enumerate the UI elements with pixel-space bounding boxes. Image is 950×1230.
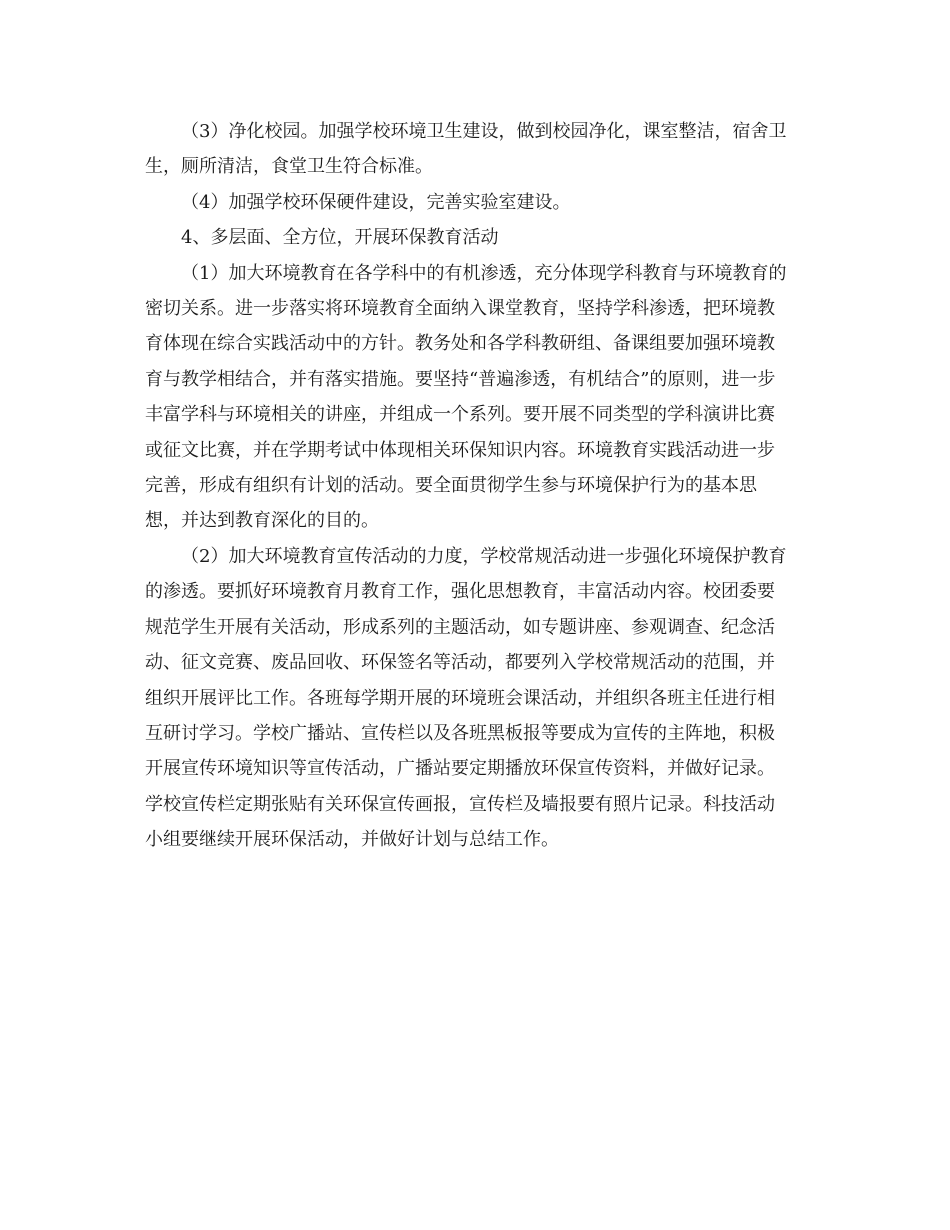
text-line: （3）净化校园。加强学校环境卫生建设，做到校园净化，课室整洁，宿舍卫: [181, 121, 787, 142]
text-line: （4）加强学校环保硬件建设，完善实验室建设。: [181, 191, 571, 213]
text-line: （1）加大环境教育在各学科中的有机渗透，充分体现学科教育与环境教育的: [181, 262, 787, 284]
document-body: [145, 114, 811, 858]
text-line: 密切关系。进一步落实将环境教育全面纳入课堂教育，坚持学科渗透，把环境教: [145, 298, 775, 320]
text-line: 组织开展评比工作。各班每学期开展的环境班会课活动，并组织各班主任进行相: [145, 687, 775, 709]
text-line: 丰富学科与环境相关的讲座，并组成一个系列。要开展不同类型的学科演讲比赛: [145, 404, 775, 426]
paragraph-sub-item-2: [145, 539, 811, 858]
text-line: 开展宣传环境知识等宣传活动，广播站要定期播放环保宣传资料，并做好记录。: [145, 758, 775, 780]
text-line: （2）加大环境教育宣传活动的力度，学校常规活动进一步强化环境保护教育: [181, 545, 787, 567]
paragraph-item-3: [145, 114, 811, 185]
text-line: 育体现在综合实践活动中的方针。教务处和各学科教研组、备课组要加强环境教: [145, 333, 775, 355]
text-line: 生，厕所清洁，食堂卫生符合标准。: [145, 156, 433, 178]
text-line: 规范学生开展有关活动，形成系列的主题活动，如专题讲座、参观调查、纪念活: [145, 616, 775, 638]
paragraph-sub-item-1: [145, 256, 811, 539]
text-line: 4、多层面、全方位，开展环保教育活动: [181, 227, 499, 249]
text-line: 小组要继续开展环保活动，并做好计划与总结工作。: [145, 829, 559, 851]
paragraph-item-4: [145, 185, 811, 220]
text-line: 育与教学相结合，并有落实措施。要坚持“普遍渗透，有机结合”的原则，进一步: [145, 368, 776, 390]
text-line: 动、征文竞赛、废品回收、环保签名等活动，都要列入学校常规活动的范围，并: [145, 652, 775, 674]
text-line: 或征文比赛，并在学期考试中体现相关环保知识内容。环境教育实践活动进一步: [145, 439, 775, 461]
text-line: 的渗透。要抓好环境教育月教育工作，强化思想教育，丰富活动内容。校团委要: [145, 581, 775, 603]
text-line: 完善，形成有组织有计划的活动。要全面贯彻学生参与环境保护行为的基本思: [145, 475, 757, 497]
section-heading: [145, 220, 811, 255]
text-line: 想，并达到教育深化的目的。: [145, 510, 379, 532]
text-line: 互研讨学习。学校广播站、宣传栏以及各班黑板报等要成为宣传的主阵地，积极: [145, 722, 775, 744]
text-line: 学校宣传栏定期张贴有关环保宣传画报，宣传栏及墙报要有照片记录。科技活动: [145, 793, 775, 815]
